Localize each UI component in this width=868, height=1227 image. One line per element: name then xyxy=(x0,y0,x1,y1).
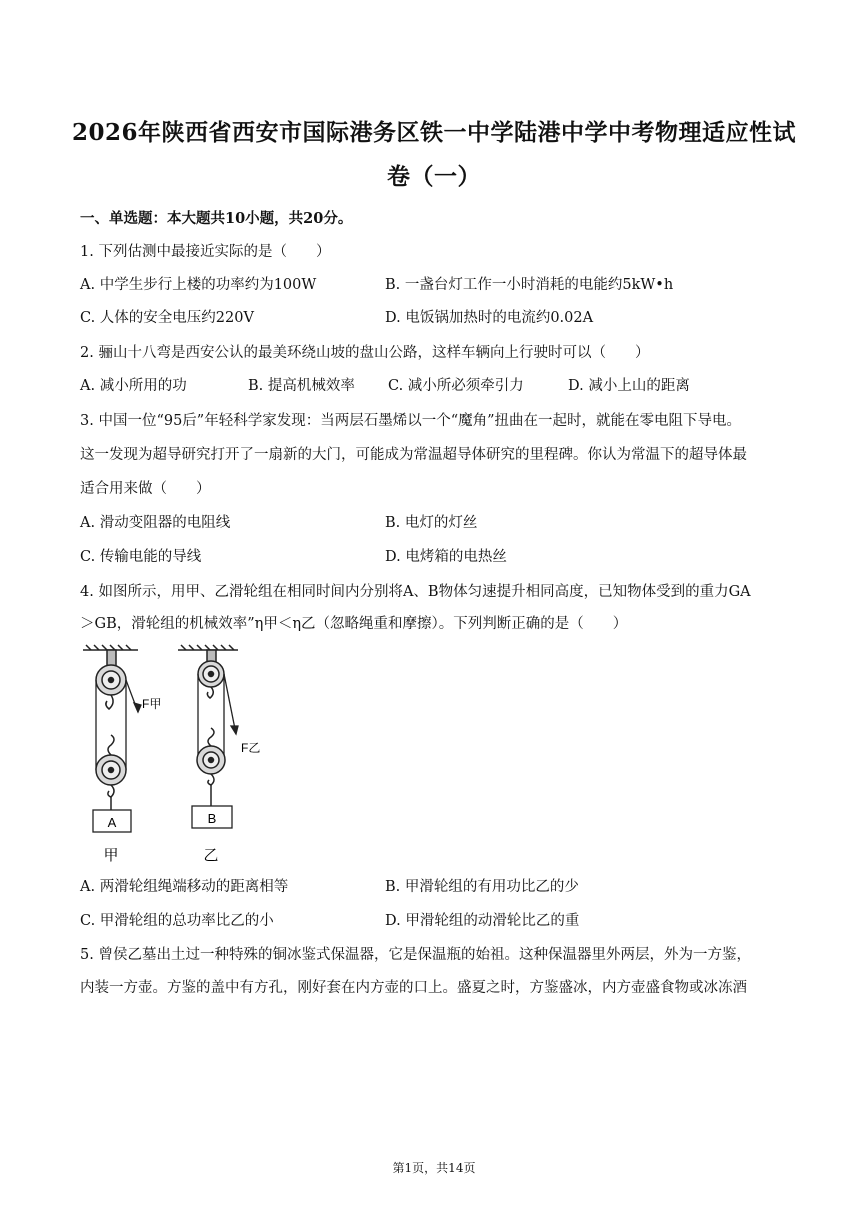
q2-option-c: C. 减小所必须牵引力 xyxy=(388,378,524,394)
q3-option-d: D. 电烤箱的电热丝 xyxy=(385,549,507,565)
q4-option-c: C. 甲滑轮组的总功率比乙的小 xyxy=(80,913,274,929)
q3-stem-line1: 3. 中国一位“95后”年轻科学家发现：当两层石墨烯以一个“魔角”扭曲在一起时，就能在零电阻下导电。 xyxy=(80,413,742,429)
label-a: A xyxy=(107,815,117,830)
q4-option-b: B. 甲滑轮组的有用功比乙的少 xyxy=(385,879,579,895)
force-label-yi: F乙 xyxy=(241,741,261,755)
caption-yi: 乙 xyxy=(203,846,219,864)
q1-stem: 1. 下列估测中最接近实际的是（ ） xyxy=(80,244,331,260)
q1-option-c: C. 人体的安全电压约220V xyxy=(80,310,254,326)
fixed-pulley-jia xyxy=(96,650,126,709)
label-b: B xyxy=(207,811,217,826)
q3-option-b: B. 电灯的灯丝 xyxy=(385,515,478,531)
q2-option-a: A. 减小所用的功 xyxy=(80,378,187,394)
exam-title-line1: 2026年陕西省西安市国际港务区铁一中学陆港中学中考物理适应性试 xyxy=(71,119,796,146)
q3-option-a: A. 滑动变阻器的电阻线 xyxy=(80,515,231,531)
exam-title-line2: 卷（一） xyxy=(387,163,481,190)
q3-option-c: C. 传输电能的导线 xyxy=(80,549,202,565)
q1-option-a: A. 中学生步行上楼的功率约为100W xyxy=(80,277,317,293)
q4-option-d: D. 甲滑轮组的动滑轮比乙的重 xyxy=(385,913,580,929)
section-heading: 一、单选题：本大题共10小题，共20分。 xyxy=(80,210,353,227)
q4-option-a: A. 两滑轮组绳端移动的距离相等 xyxy=(80,879,289,895)
q2-option-b: B. 提高机械效率 xyxy=(248,378,355,394)
q2-option-d: D. 减小上山的距离 xyxy=(568,378,690,394)
movable-pulley-yi xyxy=(197,728,225,806)
q3-stem-line2: 这一发现为超导研究打开了一扇新的大门，可能成为常温超导体研究的里程碑。你认为常温下的超导体最 xyxy=(80,447,747,463)
page-footer: 第1页，共14页 xyxy=(392,1161,476,1175)
q2-stem: 2. 骊山十八弯是西安公认的最美环绕山坡的盘山公路，这样车辆向上行驶时可以（ ） xyxy=(80,345,650,361)
movable-pulley-jia xyxy=(96,735,126,810)
q4-stem-line1: 4. 如图所示，用甲、乙滑轮组在相同时间内分别将A、B物体匀速提升相同高度，已知物体受到的重力GA xyxy=(80,584,751,600)
pulley-figure xyxy=(78,642,278,867)
q1-option-b: B. 一盏台灯工作一小时消耗的电能约5kW•h xyxy=(385,277,674,293)
fixed-pulley-yi xyxy=(198,650,224,698)
q5-stem-line2: 内装一方壶。方鉴的盖中有方孔，刚好套在内方壶的口上。盛夏之时，方鉴盛冰，内方壶盛食物或冰冻酒 xyxy=(80,980,747,996)
q5-stem-line1: 5. 曾侯乙墓出土过一种特殊的铜冰鉴式保温器，它是保温瓶的始祖。这种保温器里外两层，外为一方鉴， xyxy=(80,947,751,963)
q1-option-d: D. 电饭锅加热时的电流约0.02A xyxy=(385,310,594,326)
q4-stem-line2: ＞GB，滑轮组的机械效率”η甲＜η乙（忽略绳重和摩擦）。下列判断正确的是（ ） xyxy=(80,616,628,632)
force-label-jia: F甲 xyxy=(142,697,162,711)
q3-stem-line3: 适合用来做（ ） xyxy=(80,481,211,497)
caption-jia: 甲 xyxy=(103,846,119,864)
